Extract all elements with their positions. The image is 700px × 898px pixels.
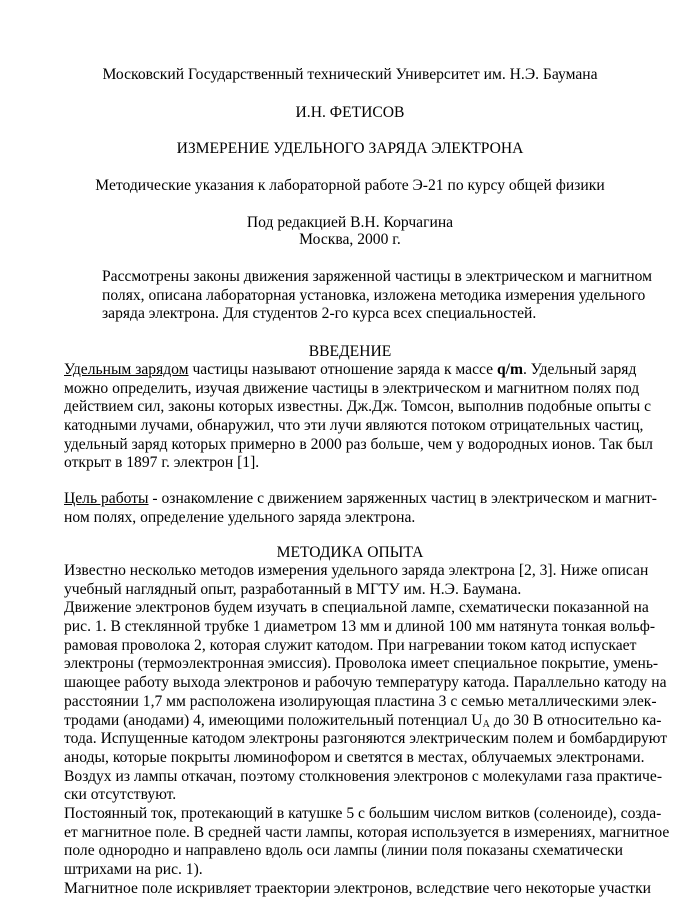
intro-line: открыт в 1897 г. электрон [1]. xyxy=(64,454,260,472)
method-line: электроны (термоэлектронная эмиссия). Проволока имеет специальное покрытие, умень- xyxy=(64,655,659,673)
method-paragraphs xyxy=(64,562,669,898)
intro-line1-mid: частицы называют отношение заряда к массе xyxy=(188,361,497,378)
goal-term: Цель работы xyxy=(64,490,149,507)
method-line: Известно несколько методов измерения удельного заряда электрона [2, 3]. Ниже описан xyxy=(64,562,649,579)
goal-first-line xyxy=(64,490,657,509)
intro-line: действием сил, законы которых известны. Дж.Дж. Томсон, выполнив подобные опыты с xyxy=(64,398,652,416)
anode-line-start: тродами (анодами) 4, имеющими положительный потенциал U xyxy=(64,711,483,729)
method-line: штрихами на рис. 1). xyxy=(64,861,203,878)
abstract-line: полях, описана лабораторная установка, изложена методика измерения удельного xyxy=(102,286,646,304)
goal-paragraph xyxy=(64,490,657,527)
method-line: поле однородно и направлено вдоль оси лампы (линии поля показаны схематически xyxy=(64,842,624,860)
method-line: Магнитное поле искривляет траектории электронов, вследствие чего некоторые участки xyxy=(64,879,652,897)
method-line: тода. Испущенные катодом электроны разгоняются электрическим полем и бомбардируют xyxy=(64,730,668,748)
intro-line: катодными лучами, обнаружил, что эти лучи являются потоком отрицательных частиц, xyxy=(64,417,644,435)
author-name: И.Н. ФЕТИСОВ xyxy=(295,104,405,121)
intro-line: можно определить, изучая движение частицы в электрическом и магнитном полях под xyxy=(64,379,640,397)
document-title: ИЗМЕРЕНИЕ УДЕЛЬНОГО ЗАРЯДА ЭЛЕКТРОНА xyxy=(176,140,524,157)
method-line: ет магнитное поле. В средней части лампы, которая используется в измерениях, магнитное xyxy=(64,823,670,841)
method-line: Постоянный ток, протекающий в катушке 5 с большим числом витков (соленоиде), созда- xyxy=(64,804,662,822)
intro-paragraph xyxy=(64,361,653,473)
anode-subscript: A xyxy=(482,718,490,730)
intro-first-line xyxy=(64,361,653,380)
charge-mass-formula: q/m xyxy=(496,361,523,378)
specific-charge-term: Удельным зарядом xyxy=(64,361,189,378)
method-line: рис. 1. В стеклянной трубке 1 диаметром 13 мм и длиной 100 мм натянута тонкая вольф- xyxy=(64,618,656,636)
method-line: рамовая проволока 2, которая служит катодом. При нагревании током катод испускает xyxy=(64,636,637,654)
method-line: Воздух из лампы откачан, поэтому столкновения электронов с молекулами газа практиче- xyxy=(64,767,663,785)
goal-line: ном полях, определение удельного заряда электрона. xyxy=(64,508,416,526)
method-line: шающее работу выхода электронов и рабочую температуру катода. Параллельно катоду на xyxy=(64,674,667,692)
method-line: расстоянии 1,7 мм расположена изолирующая пластина 3 с семью металлическими элек- xyxy=(64,692,657,710)
editor-line: Под редакцией В.Н. Корчагина xyxy=(246,214,454,231)
abstract xyxy=(102,268,652,324)
city-year: Москва, 2000 г. xyxy=(299,231,401,248)
abstract-line: Рассмотрены законы движения заряженной частицы в электрическом и магнитном xyxy=(102,268,653,285)
method-heading: МЕТОДИКА ОПЫТА xyxy=(276,544,424,561)
method-line: аноды, которые покрыты люминофором и светятся в местах, облучаемых электронами. xyxy=(64,748,645,766)
intro-line1-end: . Удельный заряд xyxy=(522,361,637,378)
goal-line1-rest: - ознакомление с движением заряженных частиц в электрическом и магнит- xyxy=(148,490,657,507)
document-subtitle: Методические указания к лабораторной работе Э-21 по курсу общей физики xyxy=(95,177,605,194)
method-line: ски отсутствуют. xyxy=(64,786,177,804)
method-anode-line xyxy=(64,712,669,731)
university-name: Московский Государственный технический Университет им. Н.Э. Баумана xyxy=(102,66,598,83)
method-line: Движение электронов будем изучать в специальной лампе, схематически показанной на xyxy=(64,599,649,617)
intro-line: удельный заряд которых примерно в 2000 раз больше, чем у водородных ионов. Так был xyxy=(64,435,653,453)
anode-line-end: до 30 В относительно ка- xyxy=(489,711,662,729)
intro-heading: ВВЕДЕНИЕ xyxy=(308,343,392,360)
method-line: учебный наглядный опыт, разработанный в МГТУ им. Н.Э. Баумана. xyxy=(64,580,522,598)
abstract-line: заряда электрона. Для студентов 2-го курса всех специальностей. xyxy=(102,305,537,323)
